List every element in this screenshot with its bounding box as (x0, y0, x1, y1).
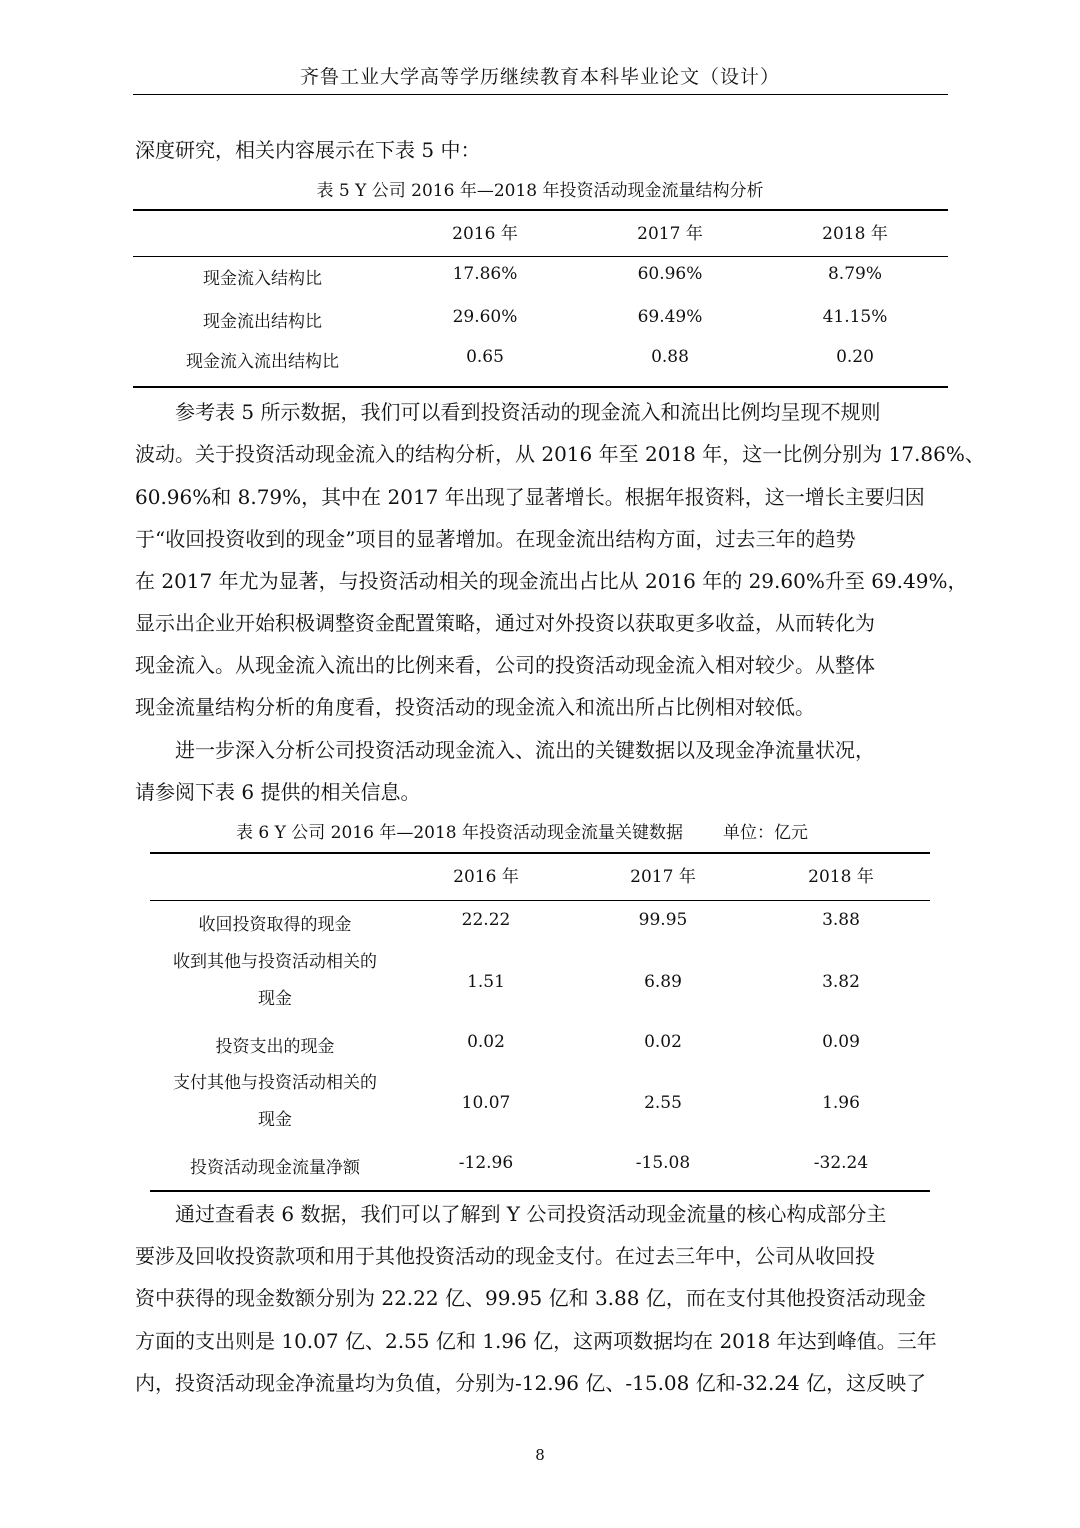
table5-cell: 8.79% (827, 264, 882, 284)
table6-row-label: 投资支出的现金 (215, 1037, 335, 1057)
table6-row-label: 收回投资取得的现金 (198, 915, 352, 935)
table5-bottom-rule (133, 386, 948, 388)
table5-col-2018: 2018 年 (822, 224, 888, 244)
table6-cell: 0.09 (822, 1032, 860, 1052)
table6-col-2016: 2016 年 (453, 867, 519, 887)
header-rule (133, 94, 948, 95)
table6-cell: 0.02 (467, 1032, 505, 1052)
table5-row-label: 现金流入结构比 (203, 269, 322, 289)
paragraph-line: 请参阅下表 6 提供的相关信息。 (135, 780, 421, 804)
table5-col-2016: 2016 年 (452, 224, 518, 244)
paragraph-line: 波动。关于投资活动现金流入的结构分析，从 2016 年至 2018 年，这一比例分别为 17.86%、 (135, 442, 985, 466)
table6-row-label: 投资活动现金流量净额 (190, 1158, 360, 1178)
table6-cell: 10.07 (461, 1093, 511, 1113)
table6-cell: 3.88 (822, 910, 860, 930)
table5-row-label: 现金流出结构比 (203, 312, 322, 332)
table5-cell: 60.96% (637, 264, 703, 284)
table6-col-2017: 2017 年 (630, 867, 696, 887)
table6-cell: 0.02 (644, 1032, 682, 1052)
paragraph-line: 方面的支出则是 10.07 亿、2.55 亿和 1.96 亿，这两项数据均在 2018 年达到峰值。三年 (135, 1329, 937, 1353)
table5-col-2017: 2017 年 (637, 224, 703, 244)
paragraph-line: 于“收回投资收到的现金”项目的显著增加。在现金流出结构方面，过去三年的趋势 (135, 527, 856, 551)
table6-bottom-rule (150, 1190, 930, 1192)
paragraph-line: 要涉及回收投资款项和用于其他投资活动的现金支付。在过去三年中，公司从收回投 (135, 1244, 875, 1268)
paragraph-line: 参考表 5 所示数据，我们可以看到投资活动的现金流入和流出比例均呈现不规则 (135, 400, 881, 424)
table5-cell: 41.15% (822, 307, 888, 327)
paragraph-line: 60.96%和 8.79%，其中在 2017 年出现了显著增长。根据年报资料，这一增长主要归因 (135, 485, 925, 509)
table6-cell: 22.22 (461, 910, 511, 930)
paragraph-line: 进一步深入分析公司投资活动现金流入、流出的关键数据以及现金净流量状况， (135, 738, 875, 762)
table6-row-label: 支付其他与投资活动相关的现金 (173, 1073, 377, 1130)
table6-cell: 1.51 (467, 972, 505, 992)
table6-cell: -12.96 (458, 1153, 514, 1173)
table5-row-label: 现金流入流出结构比 (186, 352, 339, 372)
table5-cell: 0.88 (651, 347, 689, 367)
table6-header-rule (150, 900, 930, 901)
paragraph-line: 在 2017 年尤为显著，与投资活动相关的现金流出占比从 2016 年的 29.60%升至 69.49%， (135, 569, 968, 593)
table5-header-rule (133, 256, 948, 257)
paragraph-line: 通过查看表 6 数据，我们可以了解到 Y 公司投资活动现金流量的核心构成部分主 (135, 1202, 887, 1226)
table6-cell: 2.55 (644, 1093, 682, 1113)
page-header-title: 齐鲁工业大学高等学历继续教育本科毕业论文（设计） (299, 66, 780, 88)
intro-line: 深度研究，相关内容展示在下表 5 中： (135, 138, 481, 162)
table6-col-2018: 2018 年 (808, 867, 874, 887)
table6-row-label: 收到其他与投资活动相关的现金 (173, 952, 377, 1009)
table5-cell: 0.65 (466, 347, 504, 367)
table6-top-rule (150, 852, 930, 854)
table6-cell: -15.08 (635, 1153, 691, 1173)
table6-cell: 6.89 (644, 972, 682, 992)
table6-caption-title: 表 6 Y 公司 2016 年—2018 年投资活动现金流量关键数据 (236, 823, 683, 843)
page-number: 8 (535, 1446, 545, 1464)
table5-top-rule (133, 209, 948, 211)
table5-cell: 29.60% (452, 307, 518, 327)
paragraph-line: 现金流量结构分析的角度看，投资活动的现金流入和流出所占比例相对较低。 (135, 695, 815, 719)
table6-caption (236, 818, 808, 843)
table5-cell: 0.20 (836, 347, 874, 367)
table6-unit: 单位：亿元 (723, 823, 808, 843)
paragraph-line: 现金流入。从现金流入流出的比例来看，公司的投资活动现金流入相对较少。从整体 (135, 653, 875, 677)
table5-caption: 表 5 Y 公司 2016 年—2018 年投资活动现金流量结构分析 (316, 181, 764, 201)
table5-cell: 69.49% (637, 307, 703, 327)
paragraph-line: 资中获得的现金数额分别为 22.22 亿、99.95 亿和 3.88 亿，而在支付其他投资活动现金 (135, 1286, 926, 1310)
table6-cell: 3.82 (822, 972, 860, 992)
paragraph-line: 显示出企业开始积极调整资金配置策略，通过对外投资以获取更多收益，从而转化为 (135, 611, 875, 635)
table6-cell: 99.95 (638, 910, 688, 930)
table5-cell: 17.86% (452, 264, 518, 284)
table6-cell: -32.24 (813, 1153, 869, 1173)
paragraph-line: 内，投资活动现金净流量均为负值，分别为-12.96 亿、-15.08 亿和-32.24 亿，这反映了 (135, 1371, 927, 1395)
table6-cell: 1.96 (822, 1093, 860, 1113)
